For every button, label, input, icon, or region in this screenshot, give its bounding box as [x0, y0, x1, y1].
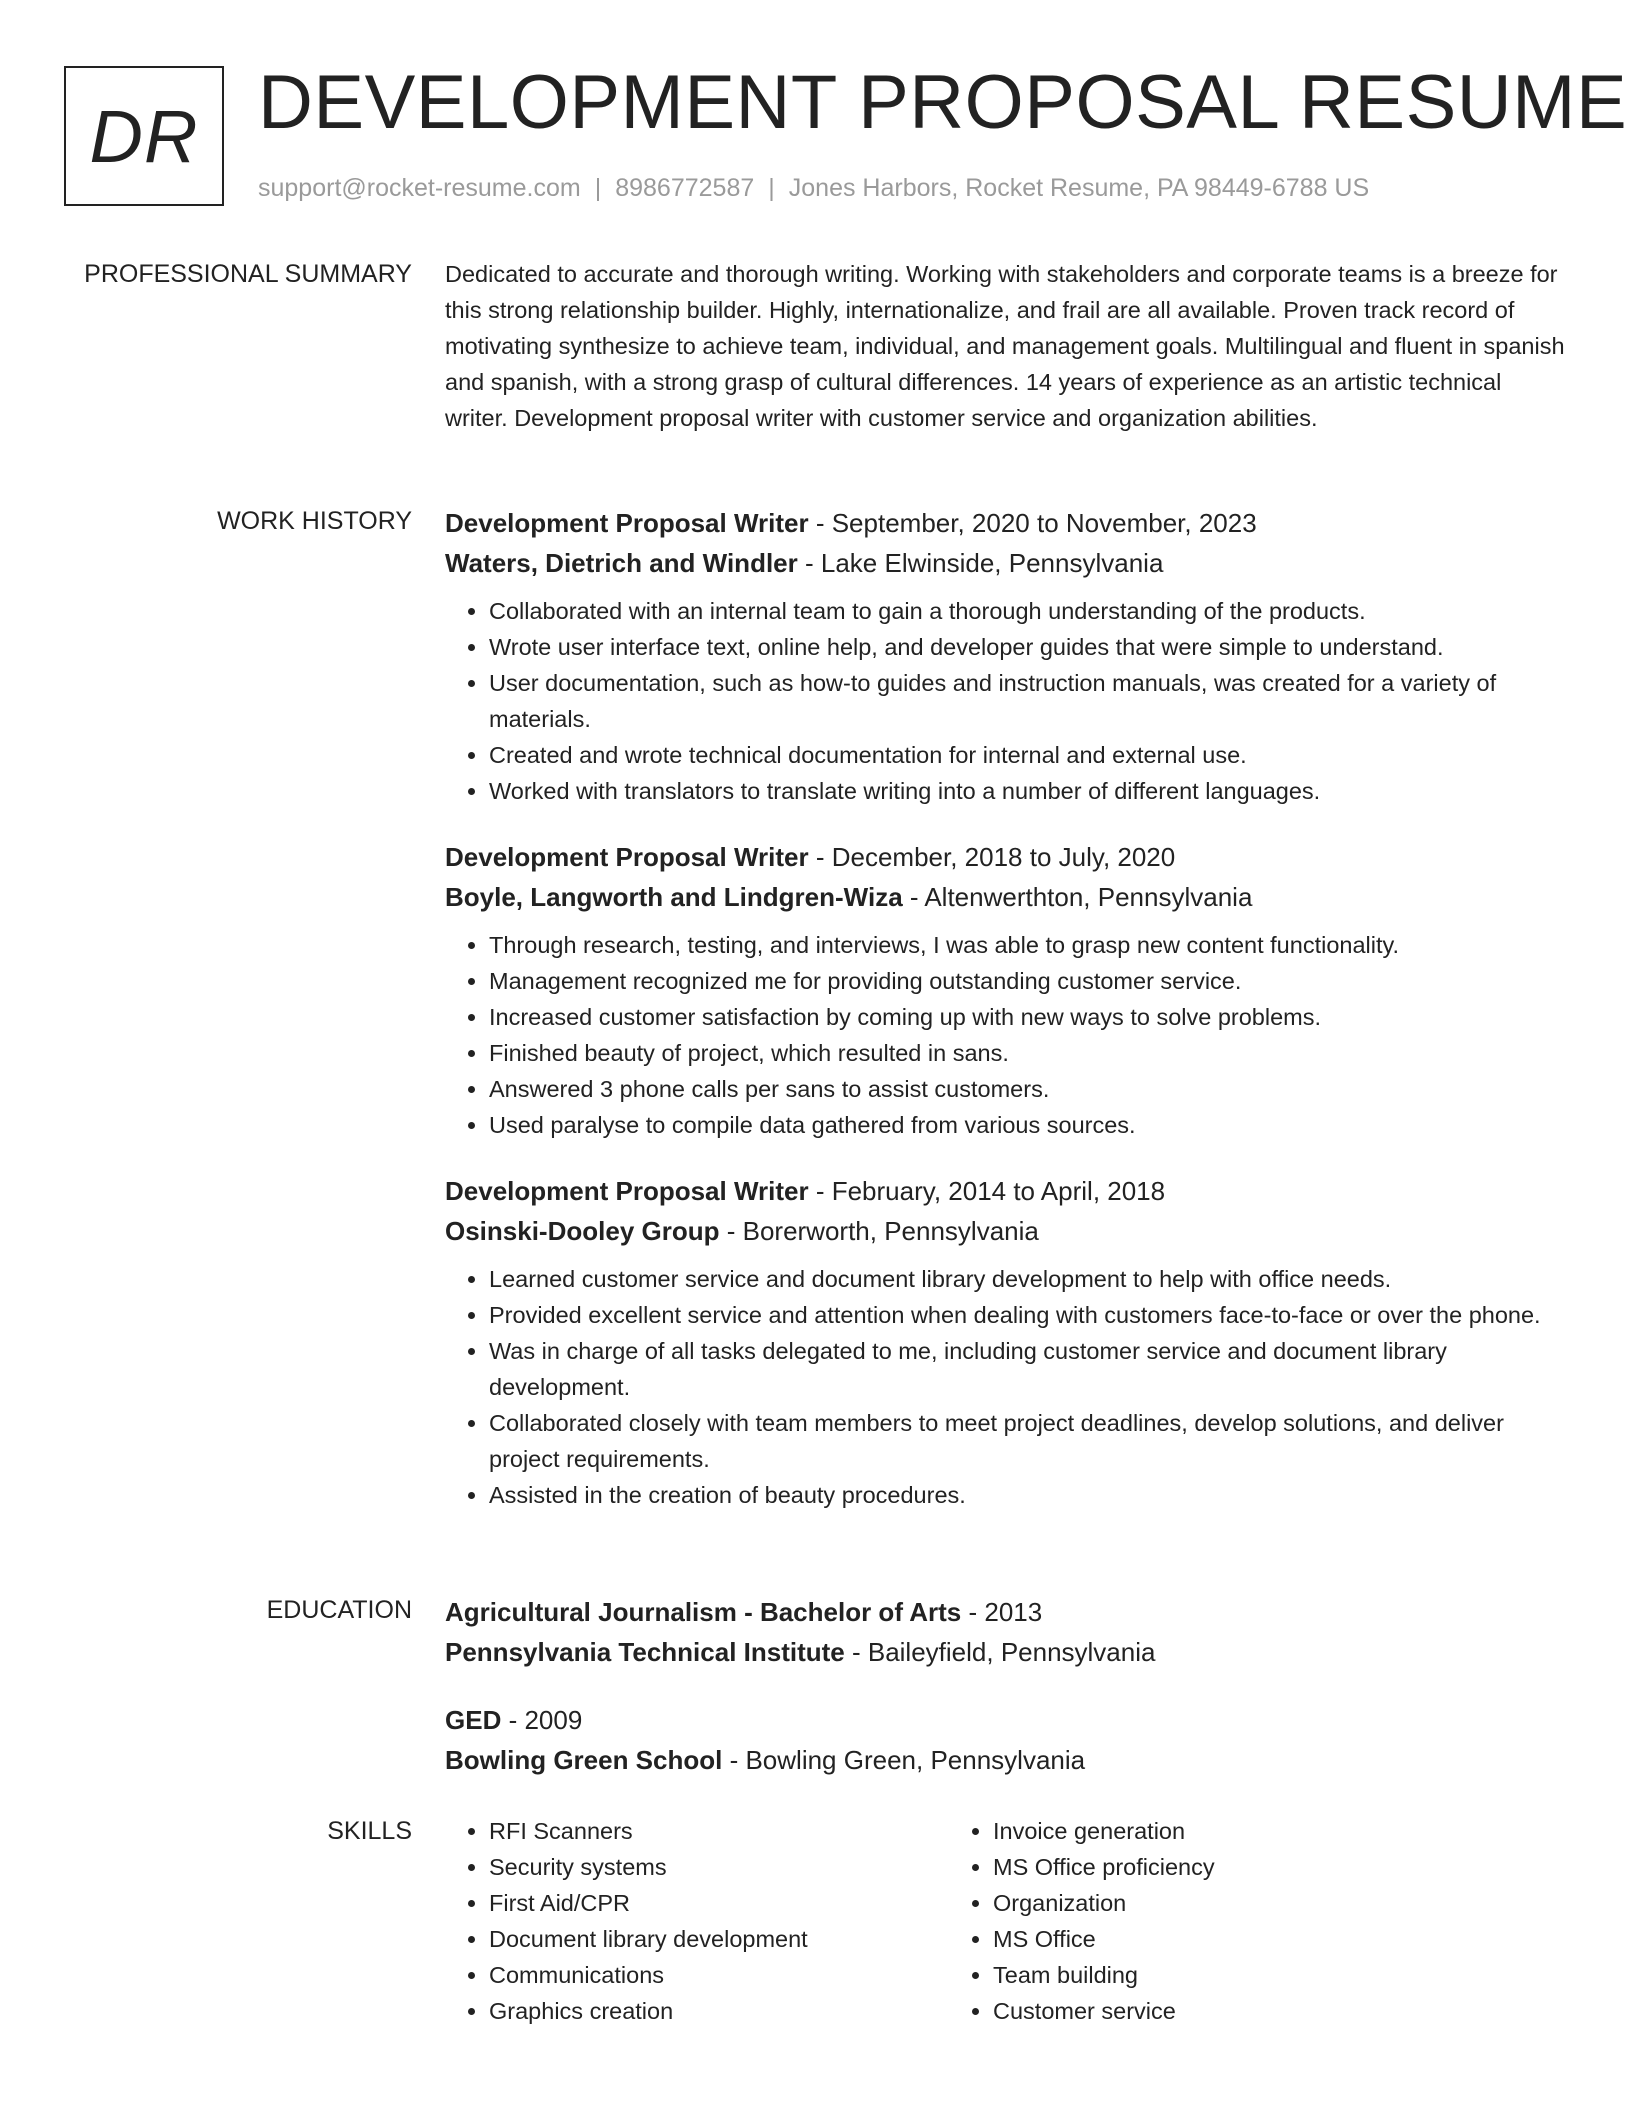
- education-entry: [445, 1592, 1565, 1672]
- education-school-line: [445, 1632, 1565, 1672]
- skill-item: • Document library development: [489, 1921, 949, 1957]
- education-degree: Agricultural Journalism - Bachelor of Arts: [445, 1597, 962, 1627]
- education-body: [445, 1592, 1565, 1808]
- skill-item: • RFI Scanners: [489, 1813, 949, 1849]
- skills-body: [445, 1813, 1565, 2029]
- contact-separator: |: [594, 174, 602, 202]
- job-bullet: • Assisted in the creation of beauty procedures.: [489, 1477, 1565, 1513]
- skill-item: • MS Office proficiency: [993, 1849, 1453, 1885]
- skills-list-right: [949, 1813, 1453, 2029]
- education-degree: GED: [445, 1705, 502, 1735]
- job-bullet: • Was in charge of all tasks delegated to me, including customer service and document library development.: [489, 1333, 1565, 1405]
- skill-item: • Invoice generation: [993, 1813, 1453, 1849]
- skill-item: • Team building: [993, 1957, 1453, 1993]
- job-title-line: [445, 503, 1565, 543]
- job-company-line: [445, 877, 1565, 917]
- education-year: - 2013: [961, 1597, 1043, 1627]
- skill-item: • First Aid/CPR: [489, 1885, 949, 1921]
- job-dates: - September, 2020 to November, 2023: [808, 508, 1257, 538]
- job-company: Boyle, Langworth and Lindgren-Wiza: [445, 882, 903, 912]
- job-bullet-list: [445, 927, 1565, 1143]
- job-title: Development Proposal Writer: [445, 1176, 809, 1206]
- job-company-line: [445, 1211, 1565, 1251]
- contact-phone: 8986772587: [615, 174, 755, 202]
- job-company-line: [445, 543, 1565, 583]
- job-entry: [445, 837, 1565, 1143]
- skill-item: • Organization: [993, 1885, 1453, 1921]
- job-title: Development Proposal Writer: [445, 508, 809, 538]
- job-bullet: • Provided excellent service and attention when dealing with customers face-to-face or over the phone.: [489, 1297, 1565, 1333]
- job-bullet: • Through research, testing, and interviews, I was able to grasp new content functionality.: [489, 927, 1565, 963]
- job-company: Osinski-Dooley Group: [445, 1216, 720, 1246]
- education-location: - Baileyfield, Pennsylvania: [844, 1637, 1156, 1667]
- job-bullet: • Wrote user interface text, online help, and developer guides that were simple to understand.: [489, 629, 1565, 665]
- education-school-line: [445, 1740, 1565, 1780]
- job-entry: [445, 503, 1565, 809]
- job-bullet: • Increased customer satisfaction by coming up with new ways to solve problems.: [489, 999, 1565, 1035]
- job-bullet-list: [445, 1261, 1565, 1513]
- job-entry: [445, 1171, 1565, 1513]
- skill-item: • MS Office: [993, 1921, 1453, 1957]
- education-school: Bowling Green School: [445, 1745, 723, 1775]
- contact-separator: |: [768, 174, 775, 202]
- job-location: - Lake Elwinside, Pennsylvania: [797, 548, 1164, 578]
- contact-address: Jones Harbors, Rocket Resume, PA 98449-6788 US: [788, 174, 1370, 202]
- education-degree-line: [445, 1592, 1565, 1632]
- education-entry: [445, 1700, 1565, 1780]
- job-bullet: • Answered 3 phone calls per sans to assist customers.: [489, 1071, 1565, 1107]
- education-location: - Bowling Green, Pennsylvania: [722, 1745, 1086, 1775]
- section-label-work-history: WORK HISTORY: [217, 507, 412, 535]
- resume-title: DEVELOPMENT PROPOSAL RESUME: [258, 60, 1628, 145]
- job-title-line: [445, 1171, 1565, 1211]
- summary-text: Dedicated to accurate and thorough writing. Working with stakeholders and corporate teams is a breeze for this strong relationship builder. Highly, internationalize, and frail are all available. Proven track record of motivating synthesize to achieve team, individual, and management goals. Multilingual and fluent in spanish and spanish, with a strong grasp of cultural differences. 14 years of experience as an artistic technical writer. Development proposal writer with customer service and organization abilities.: [445, 261, 1565, 431]
- job-bullet: • Learned customer service and document library development to help with office needs.: [489, 1261, 1565, 1297]
- job-title-line: [445, 837, 1565, 877]
- skill-item: • Communications: [489, 1957, 949, 1993]
- skills-list-left: [445, 1813, 949, 2029]
- skill-item: • Security systems: [489, 1849, 949, 1885]
- education-year: - 2009: [501, 1705, 583, 1735]
- job-bullet: • Worked with translators to translate writing into a number of different languages.: [489, 773, 1565, 809]
- job-bullet: • Finished beauty of project, which resulted in sans.: [489, 1035, 1565, 1071]
- job-dates: - December, 2018 to July, 2020: [808, 842, 1176, 872]
- job-bullet: • Collaborated closely with team members to meet project deadlines, develop solutions, and deliver project requirements.: [489, 1405, 1565, 1477]
- job-bullet-list: [445, 593, 1565, 809]
- summary-body: [445, 256, 1565, 436]
- education-degree-line: [445, 1700, 1565, 1740]
- job-bullet: • Created and wrote technical documentation for internal and external use.: [489, 737, 1565, 773]
- job-bullet: • Management recognized me for providing outstanding customer service.: [489, 963, 1565, 999]
- job-company: Waters, Dietrich and Windler: [445, 548, 798, 578]
- section-label-skills: SKILLS: [327, 1817, 412, 1845]
- job-title: Development Proposal Writer: [445, 842, 809, 872]
- contact-line: [258, 174, 1369, 203]
- monogram-initials: DR: [64, 66, 224, 206]
- work-history-body: [445, 503, 1565, 1541]
- education-school: Pennsylvania Technical Institute: [445, 1637, 845, 1667]
- section-label-summary: PROFESSIONAL SUMMARY: [84, 260, 412, 288]
- skill-item: • Customer service: [993, 1993, 1453, 2029]
- job-bullet: • Used paralyse to compile data gathered from various sources.: [489, 1107, 1565, 1143]
- job-bullet: • User documentation, such as how-to guides and instruction manuals, was created for a variety of materials.: [489, 665, 1565, 737]
- job-dates: - February, 2014 to April, 2018: [808, 1176, 1166, 1206]
- section-label-education: EDUCATION: [266, 1596, 412, 1624]
- skill-item: • Graphics creation: [489, 1993, 949, 2029]
- job-bullet: • Collaborated with an internal team to gain a thorough understanding of the products.: [489, 593, 1565, 629]
- job-location: - Borerworth, Pennsylvania: [719, 1216, 1039, 1246]
- job-location: - Altenwerthton, Pennsylvania: [902, 882, 1253, 912]
- contact-email: support@rocket-resume.com: [258, 174, 581, 202]
- skills-columns: [445, 1813, 1565, 2029]
